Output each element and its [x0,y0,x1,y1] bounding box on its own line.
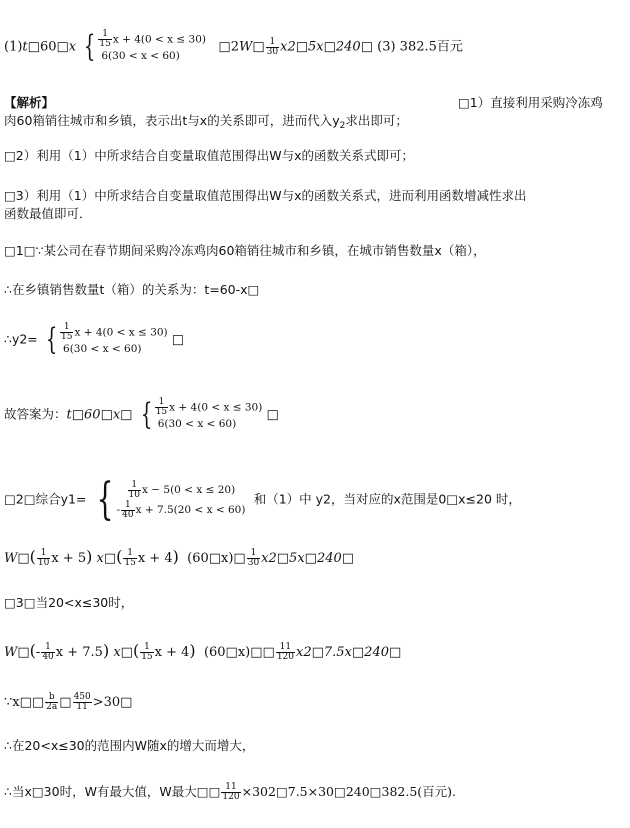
frac-den: 30 [247,558,260,568]
analysis-line-3: □2）利用（1）中所求结合自变量取值范围得出W与x的函数关系式即可； [4,148,414,163]
frac-den: 11 [76,702,88,712]
solution-line-1: □1□∵某公司在春节期间采购冷冻鸡肉60箱销往城市和乡镇，在城市销售数量x（箱）， [4,243,486,258]
frac-den: 15 [155,407,168,417]
max-result: ×302□7.5×30□240□382.5(百元). [241,784,457,799]
term-c: x + 4 [154,645,190,660]
var-W: W [238,39,253,55]
case-bottom: 6(30 < x < 60) [157,418,237,430]
analysis-line-1: □1）直接利用采购冷冻鸡 [458,95,603,110]
frac-num: 11 [221,783,240,793]
frac-den: 15 [141,652,153,662]
term-c: x + 4 [137,551,173,566]
piecewise-answer [80,30,206,64]
frac-den: 10 [128,489,140,500]
term-a: x + 7.5 [55,645,103,660]
frac-num: 1 [155,398,168,408]
recap-label: 故答案为： [4,406,67,422]
solution-line-2: ∴在乡镇销售数量t（箱）的关系为：t=60-x□ [4,282,260,297]
answer-part2-expr: x2□5x□240□ [280,39,373,55]
end-mark: □ [266,407,279,423]
answer-part1-label: (1) [4,39,23,55]
const-60: 60 [39,39,57,55]
y1-condition: 和（1）中 y2，当对应的x范围是0□x≤20 时， [253,491,521,507]
var-x: x [68,39,77,55]
analysis-line-2 [4,113,408,134]
frac-num: 1 [266,38,279,48]
solution-max [4,783,456,802]
frac-den: 2a [46,702,58,712]
frac-num: 1 [60,323,73,333]
term-d: (60□x)□ [187,551,246,566]
term-b: x□ [96,551,117,566]
analysis-line-2-end: 求出即可； [345,113,408,128]
analysis-line-2-text: 肉60箱销往城市和乡镇，表示出t与x的关系即可，进而代入y [4,113,340,128]
frac-num: 1 [121,501,134,511]
frac-num: 11 [276,643,295,653]
vertex-label: ∵x□□ [4,695,45,710]
analysis-line-4: □3）利用（1）中所求结合自变量取值范围得出W与x的函数关系式，进而利用函数增减性求出 [4,188,527,203]
equals: □ [59,695,72,710]
case-bottom: 6(30 < x < 60) [101,50,180,62]
frac-den: 120 [222,792,240,802]
answer-part2-label: 2 [230,39,239,55]
frac-num: 1 [123,549,136,559]
end-mark: □ [171,332,185,348]
frac-num: 1 [128,481,141,491]
solution-answer-recap [4,398,279,432]
minus-sign: - [35,645,41,660]
term-a: x + 5 [51,551,87,566]
solution-y1-def [4,474,521,525]
minus-sign: - [116,504,121,516]
case-top: x + 4(0 < x ≤ 30) [169,401,263,414]
analysis-line-5: 函数最值即可． [4,206,92,221]
brace: { [96,474,113,525]
frac-den: 15 [99,39,111,49]
frac-den: 15 [61,332,73,342]
frac-num: 1 [98,30,111,40]
solution-monotonic: ∴在20<x≤30的范围内W随x的增大而增大， [4,738,255,753]
piecewise-recap [137,398,263,432]
frac-den: 30 [266,46,279,57]
term-b: x□ [113,645,133,660]
frac-den: 120 [276,652,294,662]
frac-num: b [45,693,58,703]
brace: { [140,397,152,432]
frac-num: 1 [247,549,260,559]
case-bottom: x + 7.5(20 < x < 60) [135,504,246,516]
W-eq: W□ [4,551,30,566]
piecewise-y2 [42,323,168,357]
case-top: x + 4(0 < x ≤ 30) [74,326,168,339]
term-e: x2□7.5x□240□ [296,645,402,660]
frac-num: 1 [140,643,153,653]
frac-den: 40 [122,509,134,520]
frac-num: 450 [73,692,91,702]
answer-line: (1)t□60□x { $\frac{1}{15}$ x + 4(0 < x ≤ 30) 6(30 < x < 60) □2W□ $\frac{1}{30}$ x2□5x□240□ (3) 382.5百元 [4,29,463,64]
recap-expr: t□60□x□ [66,407,133,423]
y2-label: ∴y2= [4,331,38,347]
frac-den: 40 [42,652,54,662]
term-d: (60□x)□□ [203,645,275,660]
max-label: ∴当x□30时，W有最大值，W最大□□ [4,784,221,799]
brace: { [84,29,96,64]
W-eq: W□ [4,645,30,660]
term-e: x2□5x□240□ [261,551,355,566]
piecewise-y1 [91,474,246,525]
vertex-result: >30□ [92,695,133,710]
case-top: x + 4(0 < x ≤ 30) [112,33,207,46]
analysis-heading: 【解析】 [4,95,55,110]
solution-part3-condition: □3□当20<x≤30时， [4,595,134,610]
solution-W-part2: W□( $\frac{1}{10}$ x + 5) x□( $\frac{1}{15}$ x + 4) (60□x)□ $\frac{1}{30}$ x2□5x□240□ [4,547,355,568]
case-top: x − 5(0 < x ≤ 20) [142,484,236,496]
brace: { [45,322,58,357]
frac-den: 15 [124,558,136,568]
subscript: 2 [339,121,346,131]
solution-y2-def [4,323,184,357]
case-bottom: 6(30 < x < 60) [63,343,142,355]
frac-den: 10 [37,558,50,568]
answer-part3: (3) 382.5百元 [377,39,463,55]
solution-W-part3: W□(- $\frac{1}{40}$ x + 7.5) x□( $\frac{1}{15}$ x + 4) (60□x)□□ $\frac{11}{120}$ x2□7.5x□240□ [4,641,402,662]
var-t: t [22,39,28,55]
y1-label: □2□综合y1= [4,491,87,507]
frac-num: 1 [41,643,54,653]
solution-vertex [4,693,132,712]
frac-num: 1 [37,549,50,559]
